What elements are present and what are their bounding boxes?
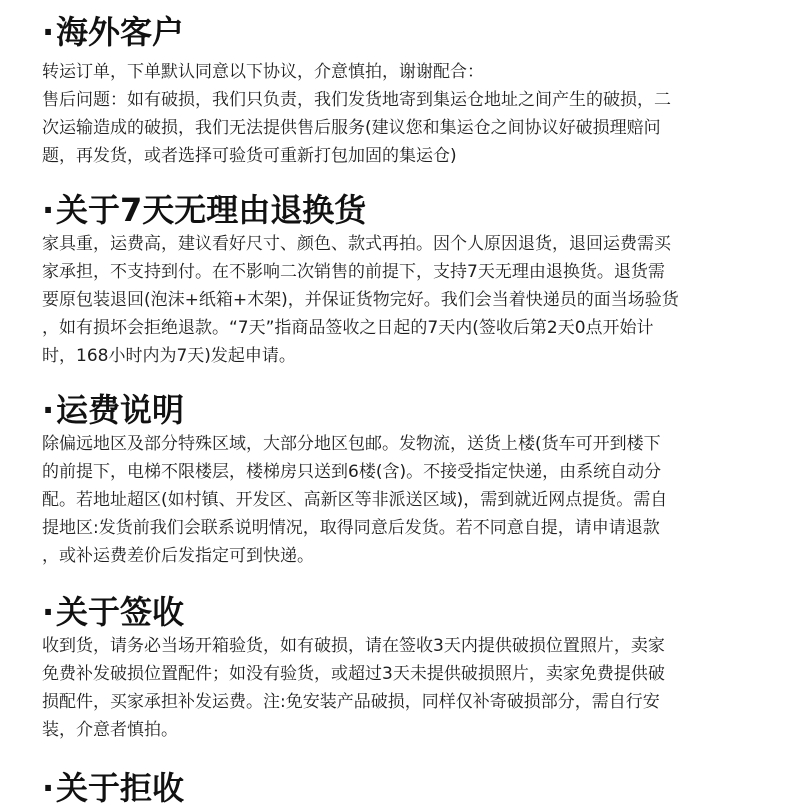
- body-line: 转运订单，下单默认同意以下协议，介意慎拍，谢谢配合：: [42, 62, 484, 82]
- body-line: 收到货，请务必当场开箱验货，如有破损，请在签收3天内提供破损位置照片，卖家: [42, 636, 665, 656]
- body-line: 家承担，不支持到付。在不影响二次销售的前提下，支持7天无理由退换货。退货需: [42, 262, 665, 282]
- section-title: 运费说明: [56, 391, 185, 429]
- body-line: 提地区:发货前我们会联系说明情况，取得同意后发货。若不同意自提，请申请退款: [42, 518, 660, 538]
- body-line: 题，再发货，或者选择可验货可重新打包加固的集运仓): [42, 146, 457, 166]
- body-line: 免费补发破损位置配件；如没有验货，或超过3天未提供破损照片，卖家免费提供破: [42, 664, 665, 684]
- body-line: 次运输造成的破损，我们无法提供售后服务(建议您和集运仓之间协议好破损理赔问: [42, 118, 661, 138]
- section-body: [42, 430, 754, 570]
- body-line: 售后问题：如有破损，我们只负责，我们发货地寄到集运仓地址之间产生的破损，二: [42, 90, 671, 110]
- section-heading: [42, 12, 184, 52]
- section-title: 关于签收: [56, 593, 185, 631]
- body-line: 损配件，买家承担补发运费。注:免安装产品破损，同样仅补寄破损部分，需自行安: [42, 692, 660, 712]
- body-line: 家具重，运费高，建议看好尺寸、颜色、款式再拍。因个人原因退货，退回运费需买: [42, 234, 671, 254]
- section-title: 海外客户: [56, 13, 185, 51]
- section-body: [42, 58, 754, 170]
- bullet-dot: ·: [42, 191, 55, 229]
- body-line: 装，介意者慎拍。: [42, 720, 178, 740]
- body-line: 的前提下，电梯不限楼层，楼梯房只送到6楼(含)。不接受指定快递，由系统自动分: [42, 462, 662, 482]
- bullet-dot: ·: [42, 13, 55, 51]
- body-line: 时，168小时内为7天)发起申请。: [42, 346, 296, 366]
- section-heading: [42, 390, 184, 430]
- section-title: 关于拒收: [56, 769, 185, 807]
- section-body: [42, 230, 754, 370]
- section-title: 关于7天无理由退换货: [56, 191, 367, 229]
- bullet-dot: ·: [42, 391, 55, 429]
- section-heading: [42, 190, 366, 230]
- section-heading: [42, 768, 184, 808]
- body-line: 除偏远地区及部分特殊区域，大部分地区包邮。发物流，送货上楼(货车可开到楼下: [42, 434, 661, 454]
- body-line: ，或补运费差价后发指定可到快递。: [42, 546, 314, 566]
- bullet-dot: ·: [42, 769, 55, 807]
- body-line: ，如有损坏会拒绝退款。“7天”指商品签收之日起的7天内(签收后第2天0点开始计: [42, 318, 654, 338]
- bullet-dot: ·: [42, 593, 55, 631]
- section-body: [42, 632, 754, 744]
- body-line: 要原包装退回(泡沫+纸箱+木架)，并保证货物完好。我们会当着快递员的面当场验货: [42, 290, 679, 310]
- body-line: 配。若地址超区(如村镇、开发区、高新区等非派送区域)，需到就近网点提货。需自: [42, 490, 668, 510]
- section-heading: [42, 592, 184, 632]
